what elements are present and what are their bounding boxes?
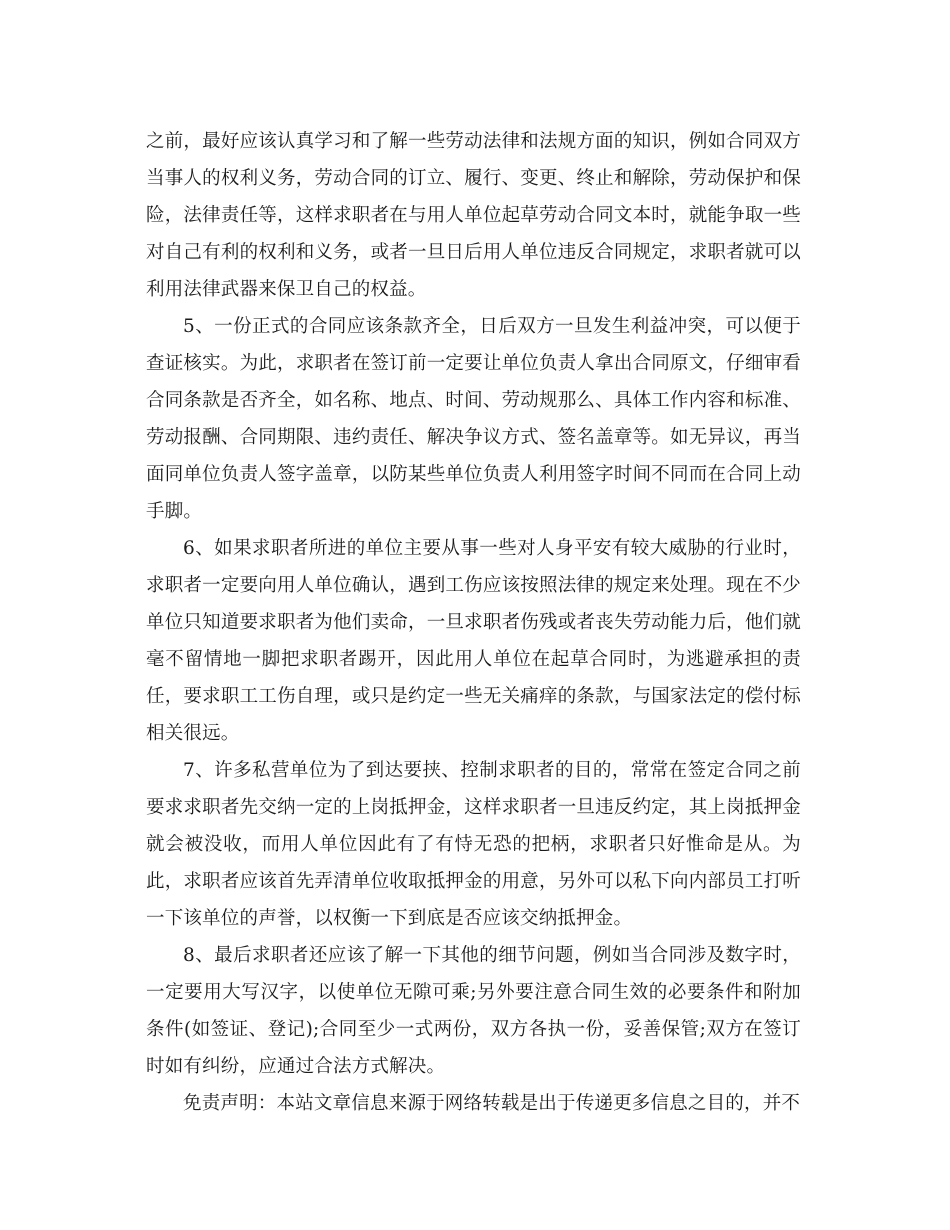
paragraph-item-5: 5、一份正式的合同应该条款齐全，日后双方一旦发生利益冲突，可以便于查证核实。为此，求职者在签订前一定要让单位负责人拿出合同原文，仔细审看合同条款是否齐全，如名称、地点、时间、劳动规那么、具体工作内容和标准、劳动报酬、合同期限、违约责任、解决争议方式、签名盖章等。如无异议，再当面同单位负责人签字盖章，以防某些单位负责人利用签字时间不同而在合同上动手脚。 — [146, 316, 801, 522]
paragraph-item-6: 6、如果求职者所进的单位主要从事一些对人身平安有较大威胁的行业时，求职者一定要向用人单位确认，遇到工伤应该按照法律的规定来处理。现在不少单位只知道要求职者为他们卖命，一旦求职者伤残或者丧失劳动能力后，他们就毫不留情地一脚把求职者踢开，因此用人单位在起草合同时，为逃避承担的责任，要求职工工伤自理，或只是约定一些无关痛痒的条款，与国家法定的偿付标相关很远。 — [146, 538, 801, 744]
paragraph-item-7: 7、许多私营单位为了到达要挟、控制求职者的目的，常常在签定合同之前要求求职者先交纳一定的上岗抵押金，这样求职者一旦违反约定，其上岗抵押金就会被没收，而用人单位因此有了有恃无恐的把柄，求职者只好惟命是从。为此，求职者应该首先弄清单位收取抵押金的用意，另外可以私下向内部员工打听一下该单位的声誉，以权衡一下到底是否应该交纳抵押金。 — [146, 760, 801, 929]
paragraph-item-8: 8、最后求职者还应该了解一下其他的细节问题，例如当合同涉及数字时，一定要用大写汉字，以使单位无隙可乘;另外要注意合同生效的必要条件和附加条件(如签证、登记);合同至少一式两份，双方各执一份，妥善保管;双方在签订时如有纠纷，应通过合法方式解决。 — [146, 945, 801, 1077]
article-body — [146, 123, 801, 1122]
paragraph-disclaimer: 免责声明：本站文章信息来源于网络转载是出于传递更多信息之目的，并不 — [183, 1093, 801, 1114]
paragraph-continuation: 之前，最好应该认真学习和了解一些劳动法律和法规方面的知识，例如合同双方当事人的权利义务，劳动合同的订立、履行、变更、终止和解除，劳动保护和保险，法律责任等，这样求职者在与用人单位起草劳动合同文本时，就能争取一些对自己有利的权利和义务，或者一旦日后用人单位违反合同规定，求职者就可以利用法律武器来保卫自己的权益。 — [146, 131, 801, 300]
